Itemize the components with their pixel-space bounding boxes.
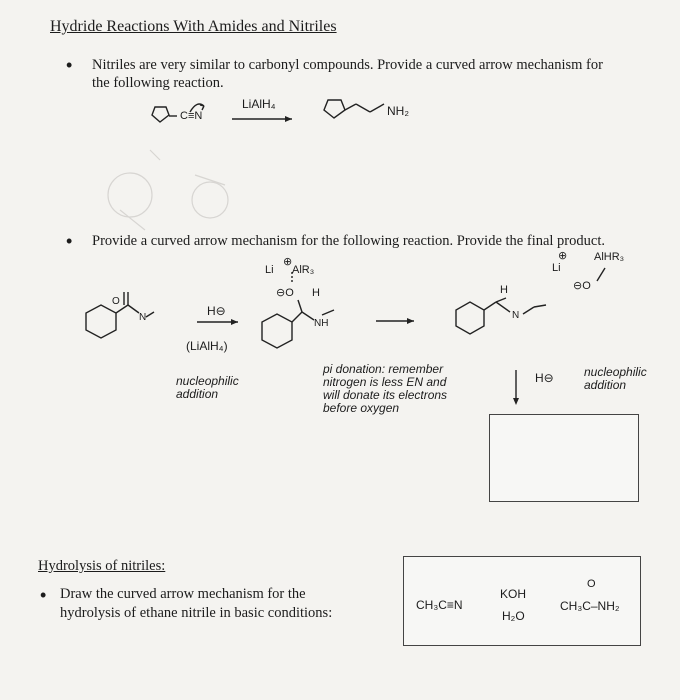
section1-line2: the following reaction. [92,75,224,91]
water-label: H₂O [502,609,525,623]
bullet-2: • [66,231,73,251]
alr3-label: AlR₃ [292,264,315,276]
li-plus-right: ⊕ [558,250,568,262]
h-label: H [312,287,320,299]
reaction-arrow-3 [376,318,414,324]
ethanenitrile-label: CH₃C≡N [416,598,463,612]
alhr3-bond [597,268,605,281]
erased-sketch [108,150,228,230]
iminium-structure [456,298,546,334]
reagent-paren-lialh4: (LiAlH₄) [186,339,228,353]
li-label: Li [265,264,274,276]
amide-carbonyl-o: O [587,578,596,590]
alhr3-label: AlHR₃ [594,251,625,263]
reaction-arrow-1 [232,116,292,122]
acetamide-label: CH₃C–NH₂ [560,599,620,613]
hydrolysis-line1: Draw the curved arrow mechanism for the [60,586,306,602]
iminium-h-label: H [500,284,508,296]
final-product-answer-box[interactable] [489,414,639,502]
down-arrow [513,370,519,405]
hydride-right-label: H⊖ [535,371,554,385]
section1-line1: Nitriles are very similar to carbonyl compounds. Provide a curved arrow mechanism for [92,57,603,73]
reagent-lialh4: LiAlH₄ [242,97,276,111]
nucleophilic-addition-note-left: nucleophilic addition [176,374,239,401]
hydrolysis-line2: hydrolysis of ethane nitrile in basic conditions: [60,605,333,621]
koh-label: KOH [500,587,527,601]
nh-label: NH [314,318,329,329]
section2-text: Provide a curved arrow mechanism for the following reaction. Provide the final product. [92,233,605,249]
iminium-n-label: N [512,310,520,321]
amide-o-label: O [112,296,120,307]
pi-donation-note: pi donation: remember nitrogen is less EN and will donate its electrons before oxygen [323,362,448,415]
reaction-arrow-2 [197,319,238,325]
li-charge: ⊕ [283,256,293,268]
aluminate-o-label: ⊖O [573,280,591,292]
page-title: Hydride Reactions With Amides and Nitriles [50,18,337,35]
amine-label: NH₂ [387,104,409,118]
nitrile-label: C≡N [180,110,203,122]
hydride-label: H⊖ [207,304,226,318]
amide-n-label: N [139,312,147,323]
cyclopentyl-methylamine-structure [324,100,384,118]
alkoxide-o-label: ⊖O [276,287,294,299]
li-right-label: Li [552,262,561,274]
tetrahedral-intermediate-structure [262,272,334,348]
nucleophilic-addition-note-right: nucleophilic addition [584,365,647,392]
bullet-1: • [66,55,73,75]
hydrolysis-heading: Hydrolysis of nitriles: [38,558,166,574]
bullet-3: • [40,585,47,605]
